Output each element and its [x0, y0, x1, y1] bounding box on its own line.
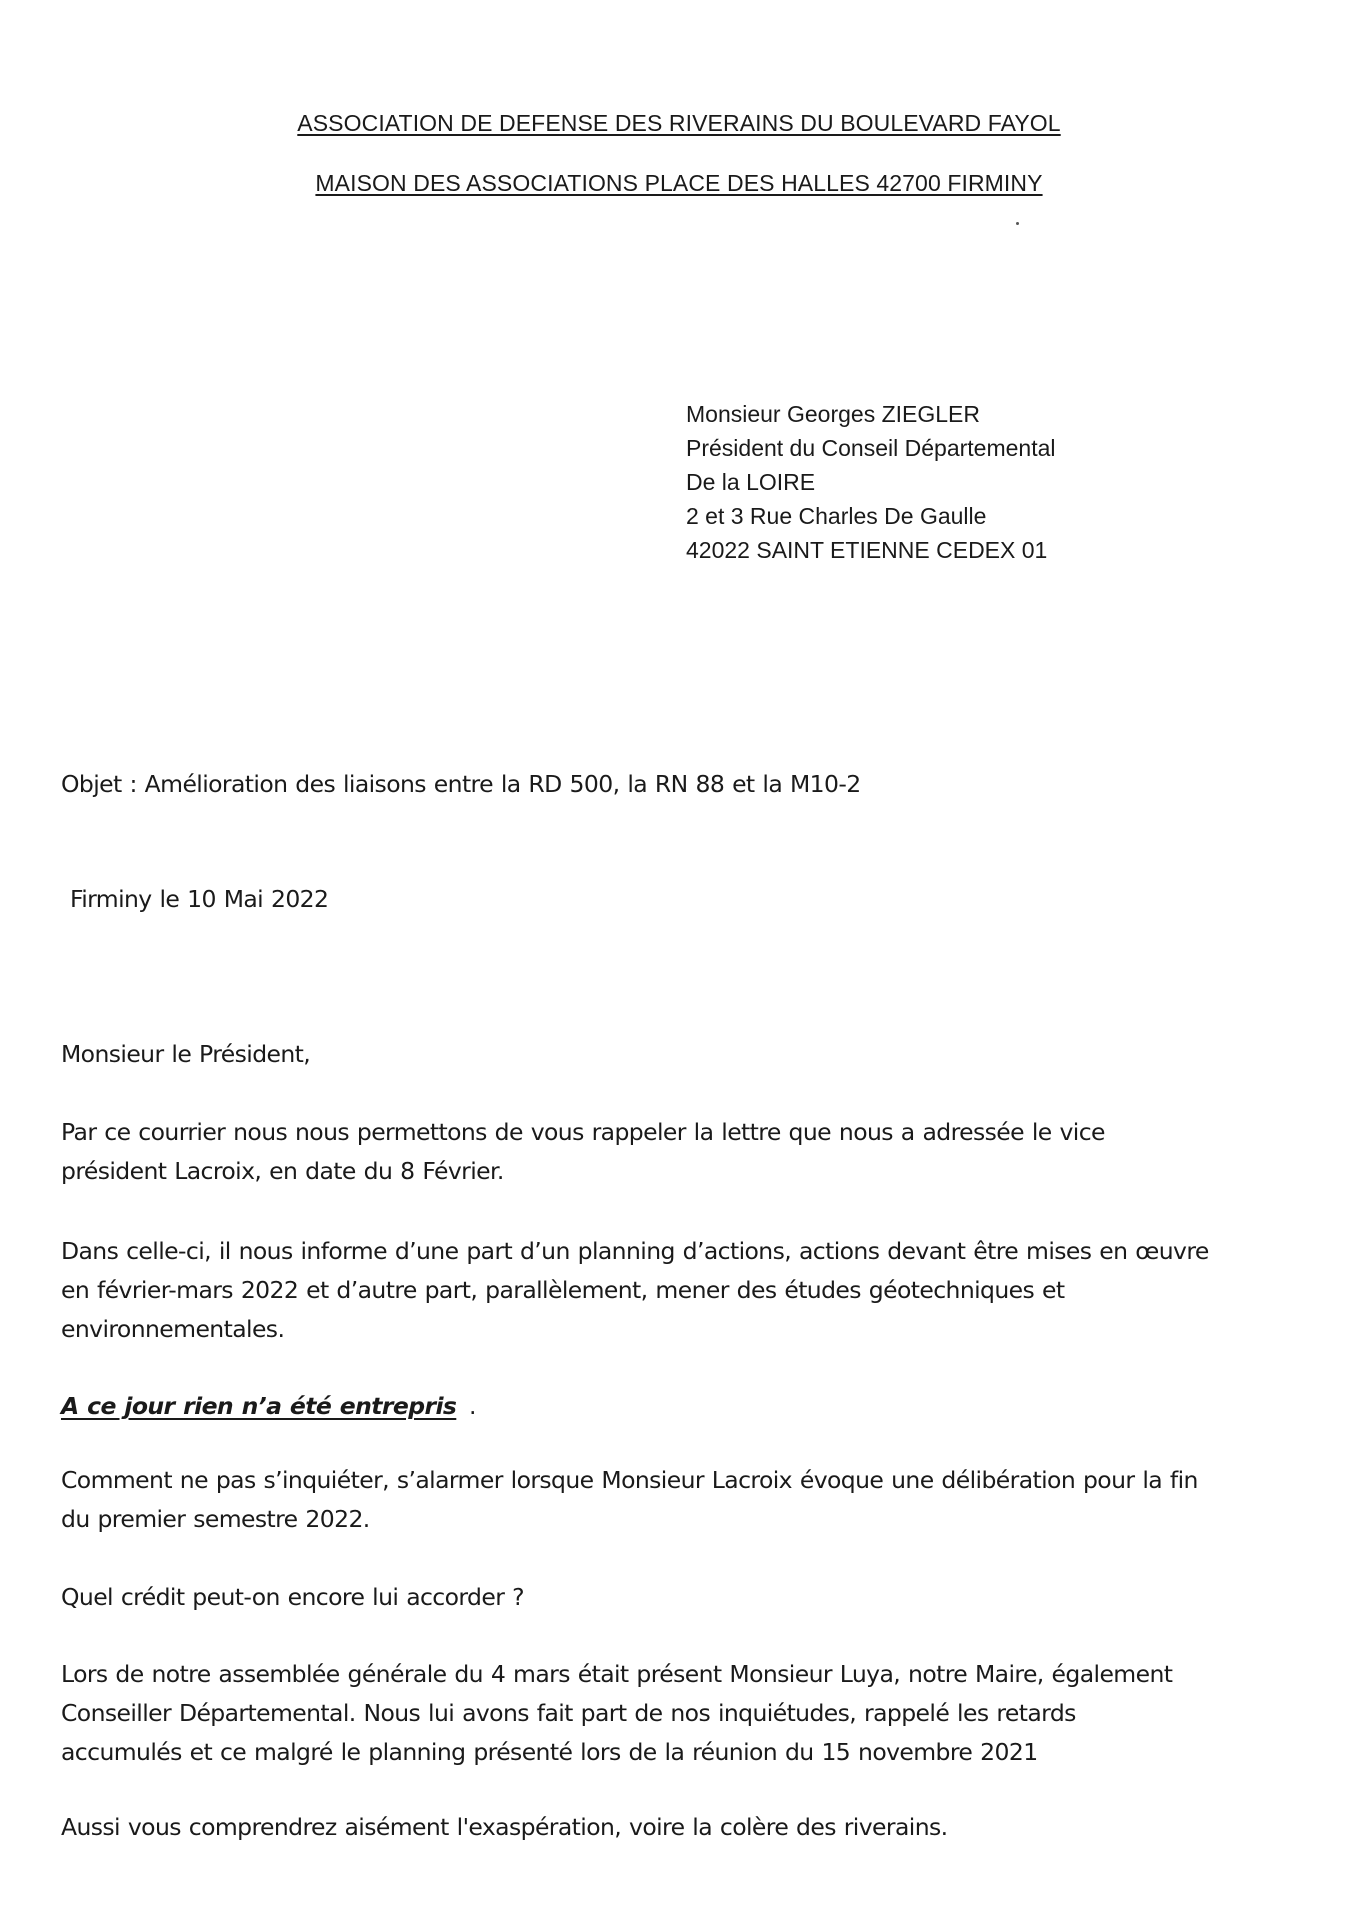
recipient-street: 2 et 3 Rue Charles De Gaulle: [686, 503, 987, 529]
paragraph-7: Aussi vous comprendrez aisément l'exaspération, voire la colère des riverains.: [61, 1813, 948, 1841]
recipient-title: Président du Conseil Départemental: [686, 435, 1056, 461]
paragraph-line: accumulés et ce malgré le planning présenté lors de la réunion du 15 novembre 2021: [61, 1738, 1038, 1766]
date-line: Firminy le 10 Mai 2022: [70, 885, 329, 913]
paragraph-line: président Lacroix, en date du 8 Février.: [61, 1157, 504, 1185]
paragraph-line: en février-mars 2022 et d’autre part, parallèlement, mener des études géotechniques et: [61, 1276, 1065, 1304]
recipient-region: De la LOIRE: [686, 469, 816, 495]
paragraph-line: du premier semestre 2022.: [61, 1505, 370, 1533]
paragraph-line: Dans celle-ci, il nous informe d’une part d’un planning d’actions, actions devant être mises en œuvre: [61, 1237, 1209, 1265]
recipient-address-block: [686, 397, 1055, 567]
paragraph-2: [61, 1232, 1306, 1349]
paragraph-6: [61, 1655, 1311, 1772]
scan-speck: [1016, 222, 1019, 225]
greeting: Monsieur le Président,: [61, 1040, 311, 1068]
emphasis-statement: A ce jour rien n’a été entrepris: [61, 1392, 457, 1420]
paragraph-line: Par ce courrier nous nous permettons de vous rappeler la lettre que nous a adressée le vice: [61, 1118, 1105, 1146]
paragraph-4: [61, 1461, 1311, 1539]
paragraph-1: [61, 1113, 1301, 1191]
paragraph-line: Conseiller Départemental. Nous lui avons fait part de nos inquiétudes, rappelé les retards: [61, 1699, 1076, 1727]
paragraph-5: Quel crédit peut-on encore lui accorder ?: [61, 1583, 525, 1611]
association-address: MAISON DES ASSOCIATIONS PLACE DES HALLES 42700 FIRMINY: [315, 170, 1043, 196]
paragraph-line: Lors de notre assemblée générale du 4 mars était présent Monsieur Luya, notre Maire, également: [61, 1660, 1173, 1688]
subject-line: Objet : Amélioration des liaisons entre la RD 500, la RN 88 et la M10-2: [61, 770, 861, 798]
recipient-name: Monsieur Georges ZIEGLER: [686, 401, 981, 427]
paragraph-line: environnementales.: [61, 1315, 285, 1343]
recipient-city: 42022 SAINT ETIENNE CEDEX 01: [686, 537, 1048, 563]
association-name: ASSOCIATION DE DEFENSE DES RIVERAINS DU BOULEVARD FAYOL: [297, 110, 1061, 136]
emphasis-period: .: [469, 1392, 477, 1420]
paragraph-line: Comment ne pas s’inquiéter, s’alarmer lorsque Monsieur Lacroix évoque une délibération pour la fin: [61, 1466, 1198, 1494]
